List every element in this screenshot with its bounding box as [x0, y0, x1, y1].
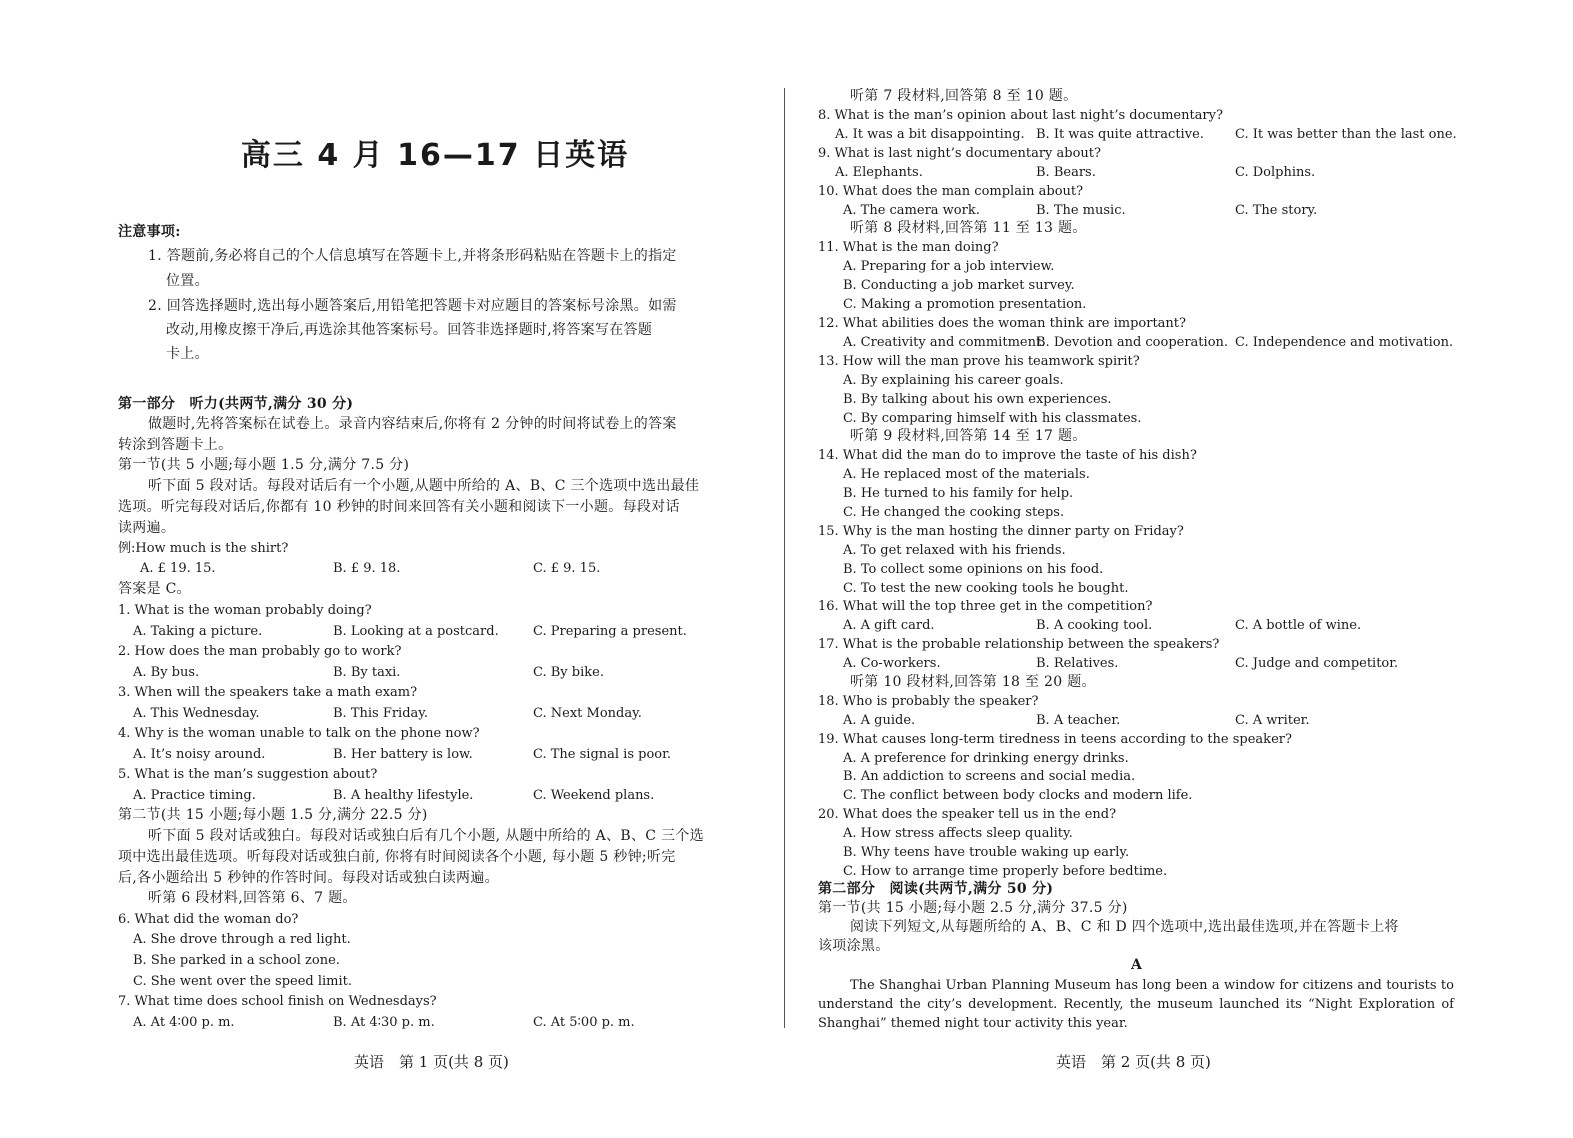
question-10: 10. What does the man complain about? [818, 184, 1084, 199]
page-divider [784, 88, 785, 1028]
q7-option-b: B. At 4∶30 p. m. [333, 1015, 435, 1030]
footer-page-1: 英语 第 1 页(共 8 页) [354, 1053, 509, 1071]
q16-option-c: C. A bottle of wine. [1235, 618, 1362, 633]
question-6: 6. What did the woman do? [118, 912, 299, 927]
q13-option-b: B. By talking about his own experiences. [843, 392, 1112, 407]
question-7: 7. What time does school finish on Wednesdays? [118, 994, 437, 1009]
part1-intro: 做题时,先将答案标在试卷上。录音内容结束后,你将有 2 分钟的时间将试卷上的答案 [148, 416, 677, 432]
q6-option-c: C. She went over the speed limit. [133, 974, 353, 989]
q2-option-b: B. By taxi. [333, 665, 401, 680]
note-2: 2. 回答选择题时,选出每小题答案后,用铅笔把答题卡对应题目的答案标号涂黑。如需 [148, 298, 677, 314]
q12-option-a: A. Creativity and commitment. [843, 335, 1046, 350]
q4-option-a: A. It’s noisy around. [133, 747, 266, 762]
example-option-a: A. £ 19. 15. [140, 561, 216, 576]
q9-option-a: A. Elephants. [835, 165, 923, 180]
q1-option-a: A. Taking a picture. [133, 624, 263, 639]
q2-option-a: A. By bus. [133, 665, 200, 680]
passage-a-text: The Shanghai Urban Planning Museum has long been a window for citizens and tourists to understand the city’s development. Recently, the museum launched its “Night Exploration of Shanghai” themed night tour activity this year. [818, 978, 1454, 1031]
q15-option-c: C. To test the new cooking tools he bought. [843, 581, 1129, 596]
q20-option-c: C. How to arrange time properly before bedtime. [843, 864, 1168, 879]
q18-option-c: C. A writer. [1235, 713, 1310, 728]
material-8-heading: 听第 8 段材料,回答第 11 至 13 题。 [850, 220, 1087, 236]
question-9: 9. What is last night’s documentary about? [818, 146, 1101, 161]
material-6-heading: 听第 6 段材料,回答第 6、7 题。 [148, 890, 357, 906]
q6-option-a: A. She drove through a red light. [133, 932, 351, 947]
q5-option-c: C. Weekend plans. [533, 788, 655, 803]
note-2-cont: 改动,用橡皮擦干净后,再选涂其他答案标号。回答非选择题时,将答案写在答题 [166, 322, 653, 338]
q20-option-a: A. How stress affects sleep quality. [843, 826, 1073, 841]
question-14: 14. What did the man do to improve the taste of his dish? [818, 448, 1197, 463]
q7-option-a: A. At 4∶00 p. m. [133, 1015, 235, 1030]
q15-option-a: A. To get relaxed with his friends. [843, 543, 1066, 558]
footer-page-2: 英语 第 2 页(共 8 页) [1056, 1053, 1211, 1071]
q10-option-c: C. The story. [1235, 203, 1318, 218]
part2-section1-heading: 第一节(共 15 小题;每小题 2.5 分,满分 37.5 分) [818, 900, 1128, 916]
q17-option-b: B. Relatives. [1036, 656, 1119, 671]
q11-option-b: B. Conducting a job market survey. [843, 278, 1075, 293]
q1-option-b: B. Looking at a postcard. [333, 624, 499, 639]
section2-instr-3: 后,各小题给出 5 秒钟的作答时间。每段对话或独白读两遍。 [118, 870, 499, 886]
q20-option-b: B. Why teens have trouble waking up early. [843, 845, 1130, 860]
q8-option-a: A. It was a bit disappointing. [835, 127, 1025, 142]
q8-option-c: C. It was better than the last one. [1235, 127, 1457, 142]
q7-option-c: C. At 5∶00 p. m. [533, 1015, 635, 1030]
section2-heading: 第二节(共 15 小题;每小题 1.5 分,满分 22.5 分) [118, 807, 428, 823]
q14-option-c: C. He changed the cooking steps. [843, 505, 1065, 520]
q4-option-b: B. Her battery is low. [333, 747, 473, 762]
q5-option-b: B. A healthy lifestyle. [333, 788, 474, 803]
q14-option-b: B. He turned to his family for help. [843, 486, 1074, 501]
q10-option-b: B. The music. [1036, 203, 1126, 218]
q16-option-b: B. A cooking tool. [1036, 618, 1153, 633]
material-7-heading: 听第 7 段材料,回答第 8 至 10 题。 [850, 88, 1078, 104]
section1-instr-3: 读两遍。 [118, 520, 176, 536]
part2-heading: 第二部分 阅读(共两节,满分 50 分) [818, 881, 1054, 897]
q11-option-c: C. Making a promotion presentation. [843, 297, 1087, 312]
q17-option-a: A. Co-workers. [843, 656, 941, 671]
question-18: 18. Who is probably the speaker? [818, 694, 1039, 709]
part1-heading: 第一部分 听力(共两节,满分 30 分) [118, 396, 354, 412]
q3-option-a: A. This Wednesday. [133, 706, 260, 721]
q12-option-c: C. Independence and motivation. [1235, 335, 1454, 350]
q12-option-b: B. Devotion and cooperation. [1036, 335, 1229, 350]
question-5: 5. What is the man’s suggestion about? [118, 767, 378, 782]
q17-option-c: C. Judge and competitor. [1235, 656, 1399, 671]
q16-option-a: A. A gift card. [843, 618, 935, 633]
example-question: 例:How much is the shirt? [118, 541, 289, 556]
q5-option-a: A. Practice timing. [133, 788, 256, 803]
question-3: 3. When will the speakers take a math exam? [118, 685, 418, 700]
question-11: 11. What is the man doing? [818, 240, 999, 255]
q13-option-c: C. By comparing himself with his classmates. [843, 411, 1142, 426]
note-1: 1. 答题前,务必将自己的个人信息填写在答题卡上,并将条形码粘贴在答题卡上的指定 [148, 248, 677, 264]
q6-option-b: B. She parked in a school zone. [133, 953, 340, 968]
q8-option-b: B. It was quite attractive. [1036, 127, 1204, 142]
q18-option-a: A. A guide. [843, 713, 916, 728]
example-option-c: C. £ 9. 15. [533, 561, 601, 576]
section1-instr: 听下面 5 段对话。每段对话后有一个小题,从题中所给的 A、B、C 三个选项中选出最佳 [148, 478, 700, 494]
question-1: 1. What is the woman probably doing? [118, 603, 372, 618]
question-4: 4. Why is the woman unable to talk on the phone now? [118, 726, 480, 741]
q11-option-a: A. Preparing for a job interview. [843, 259, 1055, 274]
question-20: 20. What does the speaker tell us in the end? [818, 807, 1117, 822]
part2-instr-2: 该项涂黑。 [818, 938, 890, 954]
passage-label: A [1131, 957, 1142, 973]
q2-option-c: C. By bike. [533, 665, 604, 680]
example-option-b: B. £ 9. 18. [333, 561, 401, 576]
q14-option-a: A. He replaced most of the materials. [843, 467, 1090, 482]
question-16: 16. What will the top three get in the competition? [818, 599, 1153, 614]
question-8: 8. What is the man’s opinion about last night’s documentary? [818, 108, 1223, 123]
q19-option-a: A. A preference for drinking energy drinks. [843, 751, 1129, 766]
question-13: 13. How will the man prove his teamwork spirit? [818, 354, 1140, 369]
section1-heading: 第一节(共 5 小题;每小题 1.5 分,满分 7.5 分) [118, 457, 410, 473]
question-19: 19. What causes long-term tiredness in teens according to the speaker? [818, 732, 1292, 747]
material-9-heading: 听第 9 段材料,回答第 14 至 17 题。 [850, 428, 1087, 444]
q1-option-c: C. Preparing a present. [533, 624, 687, 639]
q19-option-c: C. The conflict between body clocks and modern life. [843, 788, 1193, 803]
exam-title: 高三 4 月 16—17 日英语 [240, 138, 630, 173]
q3-option-b: B. This Friday. [333, 706, 429, 721]
note-1-cont: 位置。 [166, 273, 209, 289]
q18-option-b: B. A teacher. [1036, 713, 1121, 728]
notes-heading: 注意事项: [118, 224, 181, 240]
part1-intro-cont: 转涂到答题卡上。 [118, 437, 233, 453]
q19-option-b: B. An addiction to screens and social media. [843, 769, 1136, 784]
part2-instr: 阅读下列短文,从每题所给的 A、B、C 和 D 四个选项中,选出最佳选项,并在答题卡上将 [850, 919, 1399, 935]
question-12: 12. What abilities does the woman think are important? [818, 316, 1186, 331]
q13-option-a: A. By explaining his career goals. [843, 373, 1064, 388]
q15-option-b: B. To collect some opinions on his food. [843, 562, 1104, 577]
section1-instr-2: 选项。听完每段对话后,你都有 10 秒钟的时间来回答有关小题和阅读下一小题。每段对话 [118, 499, 680, 515]
material-10-heading: 听第 10 段材料,回答第 18 至 20 题。 [850, 674, 1096, 690]
question-15: 15. Why is the man hosting the dinner party on Friday? [818, 524, 1184, 539]
note-2-cont2: 卡上。 [166, 346, 209, 362]
q10-option-a: A. The camera work. [843, 203, 980, 218]
section2-instr: 听下面 5 段对话或独白。每段对话或独白后有几个小题, 从题中所给的 A、B、C 三个选 [148, 828, 704, 844]
q4-option-c: C. The signal is poor. [533, 747, 672, 762]
question-2: 2. How does the man probably go to work? [118, 644, 402, 659]
q9-option-c: C. Dolphins. [1235, 165, 1316, 180]
example-answer: 答案是 C。 [118, 581, 191, 597]
q9-option-b: B. Bears. [1036, 165, 1096, 180]
q3-option-c: C. Next Monday. [533, 706, 642, 721]
section2-instr-2: 项中选出最佳选项。听每段对话或独白前, 你将有时间阅读各个小题, 每小题 5 秒钟;听完 [118, 849, 676, 865]
question-17: 17. What is the probable relationship between the speakers? [818, 637, 1220, 652]
